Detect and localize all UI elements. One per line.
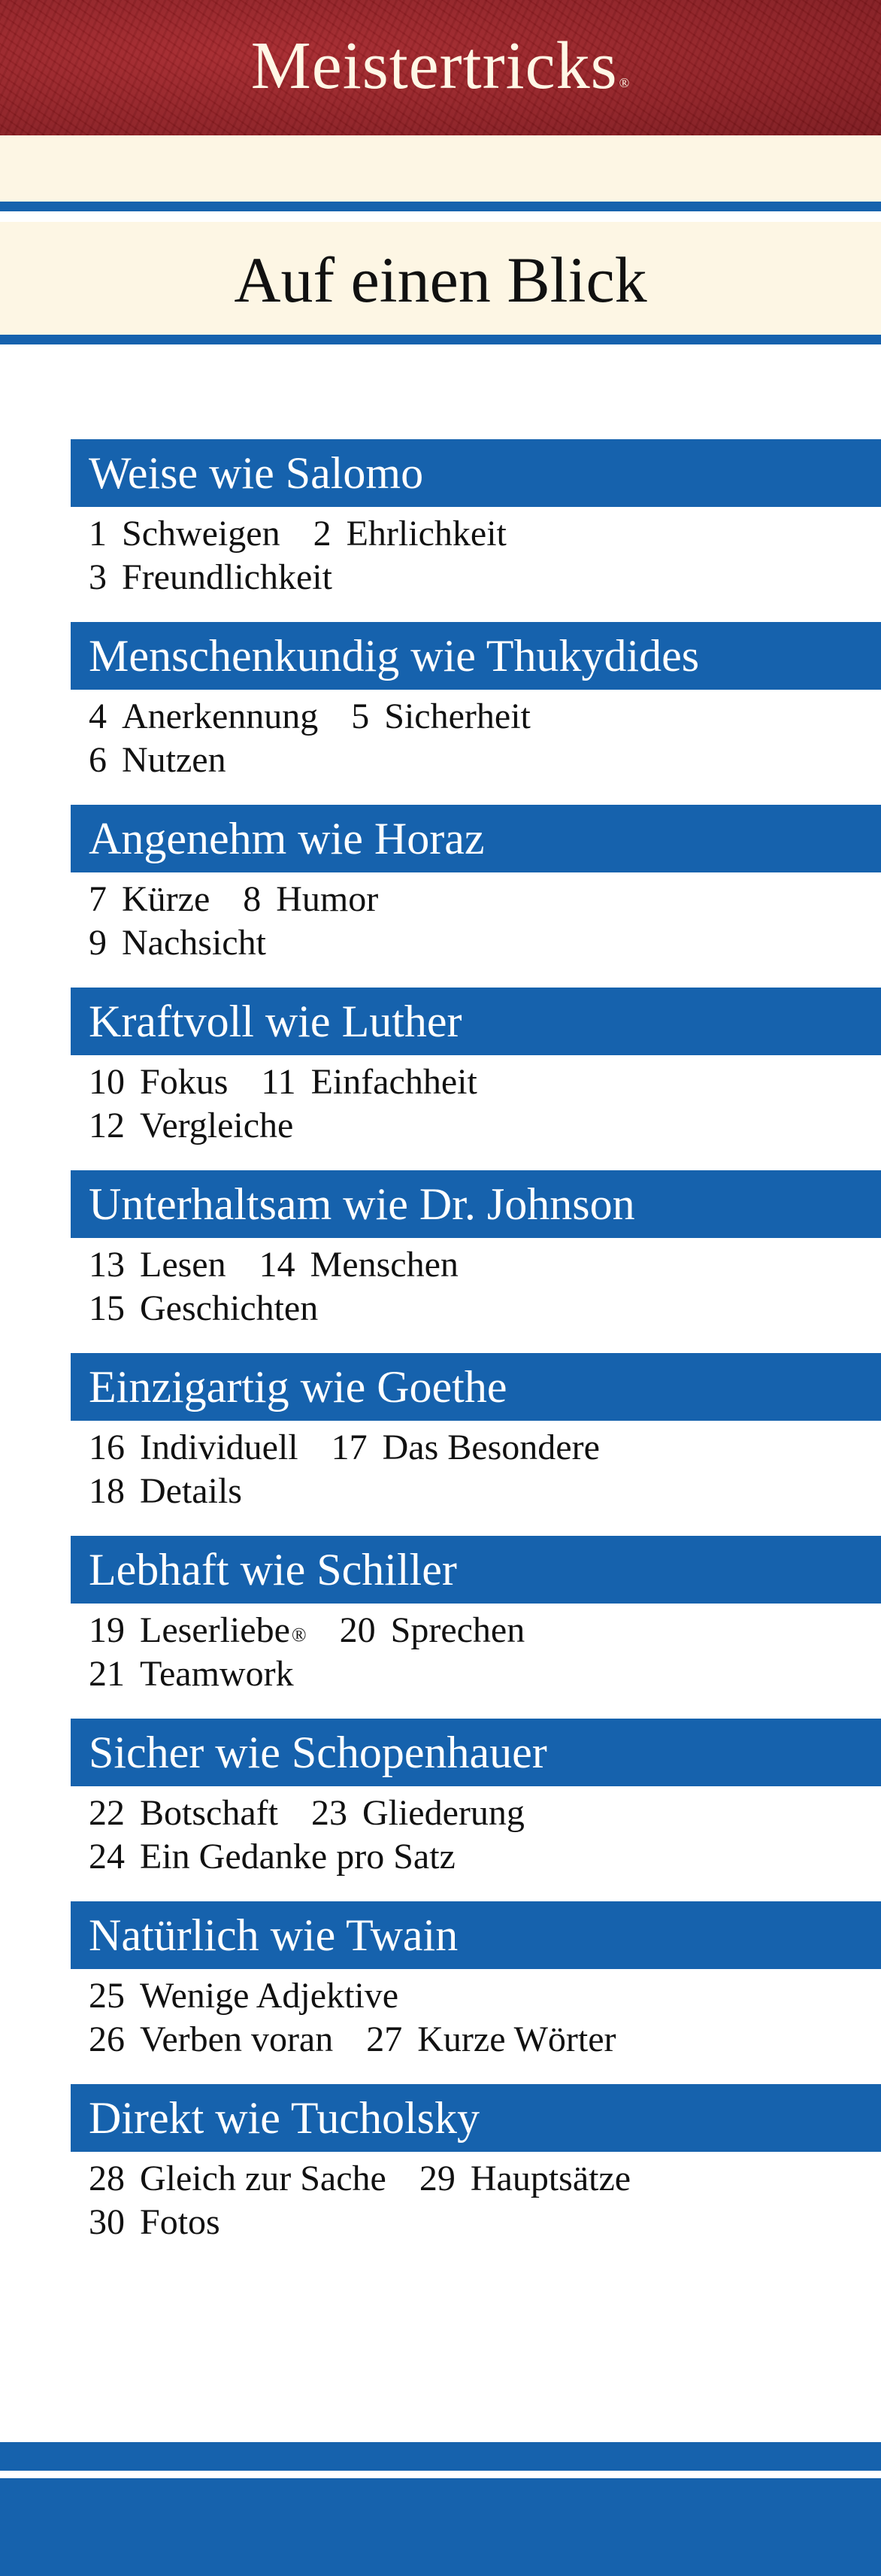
item-label: Ein Gedanke pro Satz xyxy=(140,1837,456,1877)
item-line xyxy=(89,878,881,921)
item-label: Menschen xyxy=(310,1245,459,1285)
item-line xyxy=(89,2201,881,2244)
item-label: Einfachheit xyxy=(310,1062,477,1102)
section-body xyxy=(71,1421,881,1513)
item-number: 11 xyxy=(261,1062,296,1102)
section-body xyxy=(71,1055,881,1148)
item-label: Teamwork xyxy=(140,1654,294,1694)
item-label: Fokus xyxy=(140,1062,229,1102)
brand-name: Meistertricks xyxy=(250,29,618,103)
list-item xyxy=(261,1060,477,1104)
brand-header xyxy=(0,0,881,135)
item-number: 1 xyxy=(89,514,107,554)
section-body xyxy=(71,690,881,782)
item-line xyxy=(89,512,881,556)
item-line xyxy=(89,739,881,782)
item-label: Botschaft xyxy=(140,1793,278,1833)
item-line xyxy=(89,1609,881,1652)
item-number: 23 xyxy=(310,1793,347,1833)
item-label: Anerkennung xyxy=(122,696,319,736)
item-label: Das Besondere xyxy=(382,1428,600,1467)
item-number: 10 xyxy=(89,1062,125,1102)
section-body xyxy=(71,2152,881,2244)
list-item xyxy=(89,2201,220,2244)
list-item xyxy=(332,1426,600,1470)
item-number: 17 xyxy=(331,1428,368,1467)
registered-mark: ® xyxy=(619,75,631,90)
list-item xyxy=(243,878,378,921)
section-body xyxy=(71,872,881,965)
list-item xyxy=(259,1243,459,1287)
item-number: 20 xyxy=(339,1610,376,1650)
item-number: 14 xyxy=(259,1245,295,1285)
list-item xyxy=(313,512,507,556)
item-number: 30 xyxy=(89,2202,125,2242)
list-item xyxy=(89,2157,386,2201)
item-line xyxy=(89,921,881,965)
section-body xyxy=(71,1969,881,2062)
item-number: 9 xyxy=(89,923,107,963)
list-item xyxy=(311,1792,525,1835)
item-number: 7 xyxy=(89,879,107,919)
item-label: Kürze xyxy=(122,879,210,919)
item-label: Ehrlichkeit xyxy=(346,514,507,554)
section-title: Einzigartig wie Goethe xyxy=(71,1353,881,1421)
sections-list xyxy=(71,439,881,2267)
item-number: 8 xyxy=(243,879,262,919)
section-title: Natürlich wie Twain xyxy=(71,1901,881,1969)
item-line xyxy=(89,1835,881,1879)
brand-logo xyxy=(0,29,881,104)
section xyxy=(71,1536,881,1719)
list-item xyxy=(89,1652,294,1696)
item-label: Individuell xyxy=(140,1428,298,1467)
list-item xyxy=(89,1609,307,1652)
list-item xyxy=(89,2018,333,2062)
item-number: 2 xyxy=(313,514,332,554)
list-item xyxy=(89,1426,298,1470)
page-title: Auf einen Blick xyxy=(234,244,647,316)
list-item xyxy=(89,1792,278,1835)
section xyxy=(71,439,881,622)
item-label: Gliederung xyxy=(362,1793,525,1833)
item-number: 12 xyxy=(89,1106,125,1145)
section xyxy=(71,1901,881,2084)
section-title: Weise wie Salomo xyxy=(71,439,881,507)
item-label: Fotos xyxy=(140,2202,220,2242)
item-line xyxy=(89,1470,881,1513)
item-label: Lesen xyxy=(140,1245,226,1285)
item-line xyxy=(89,2157,881,2201)
section xyxy=(71,805,881,988)
item-number: 29 xyxy=(419,2159,456,2198)
item-line xyxy=(89,1426,881,1470)
item-number: 21 xyxy=(89,1654,125,1694)
item-label: Schweigen xyxy=(122,514,280,554)
item-label: Verben voran xyxy=(140,2019,334,2059)
item-label: Hauptsätze xyxy=(470,2159,631,2198)
list-item xyxy=(89,1060,228,1104)
section-title: Angenehm wie Horaz xyxy=(71,805,881,872)
item-label: Nachsicht xyxy=(122,923,266,963)
section-title: Unterhaltsam wie Dr. Johnson xyxy=(71,1170,881,1238)
section-body xyxy=(71,1238,881,1330)
list-item xyxy=(89,1243,226,1287)
item-line xyxy=(89,1060,881,1104)
item-label: Nutzen xyxy=(122,740,226,780)
registered-mark: ® xyxy=(291,1624,307,1646)
item-label: Details xyxy=(140,1471,242,1511)
item-label: Kurze Wörter xyxy=(417,2019,616,2059)
list-item xyxy=(89,1974,398,2018)
divider-line-bottom xyxy=(0,335,881,344)
item-label: Sprechen xyxy=(390,1610,525,1650)
footer-block xyxy=(0,2478,881,2576)
item-line xyxy=(89,556,881,599)
list-item xyxy=(89,695,318,739)
item-label: Freundlichkeit xyxy=(122,557,332,597)
section-title: Sicher wie Schopenhauer xyxy=(71,1719,881,1786)
list-item xyxy=(340,1609,525,1652)
section xyxy=(71,1719,881,1901)
item-label: Sicherheit xyxy=(384,696,531,736)
list-item xyxy=(351,695,531,739)
item-label: Geschichten xyxy=(140,1288,319,1328)
section xyxy=(71,622,881,805)
item-number: 3 xyxy=(89,557,107,597)
section-title: Lebhaft wie Schiller xyxy=(71,1536,881,1604)
item-line xyxy=(89,1243,881,1287)
item-label: Leserliebe xyxy=(140,1610,290,1650)
list-item xyxy=(89,512,280,556)
item-number: 18 xyxy=(89,1471,125,1511)
item-label: Vergleiche xyxy=(140,1106,294,1145)
section-title: Direkt wie Tucholsky xyxy=(71,2084,881,2152)
item-number: 15 xyxy=(89,1288,125,1328)
item-number: 5 xyxy=(351,696,370,736)
item-line xyxy=(89,695,881,739)
section xyxy=(71,1353,881,1536)
item-line xyxy=(89,1792,881,1835)
list-item xyxy=(89,1287,318,1330)
item-number: 6 xyxy=(89,740,107,780)
item-number: 16 xyxy=(89,1428,125,1467)
item-number: 28 xyxy=(89,2159,125,2198)
section-body xyxy=(71,1786,881,1879)
item-label: Humor xyxy=(276,879,379,919)
item-number: 13 xyxy=(89,1245,125,1285)
list-item xyxy=(89,739,226,782)
list-item xyxy=(366,2018,616,2062)
section xyxy=(71,2084,881,2267)
list-item xyxy=(89,1835,456,1879)
item-number: 26 xyxy=(89,2019,125,2059)
cream-band-top xyxy=(0,135,881,202)
item-line xyxy=(89,1287,881,1330)
item-number: 22 xyxy=(89,1793,125,1833)
item-number: 24 xyxy=(89,1837,125,1877)
section-title: Menschenkundig wie Thukydides xyxy=(71,622,881,690)
item-label: Gleich zur Sache xyxy=(140,2159,386,2198)
item-line xyxy=(89,1974,881,2018)
item-number: 25 xyxy=(89,1976,125,2016)
list-item xyxy=(419,2157,631,2201)
item-number: 27 xyxy=(366,2019,403,2059)
item-number: 4 xyxy=(89,696,107,736)
item-line xyxy=(89,1652,881,1696)
section xyxy=(71,988,881,1170)
item-label: Wenige Adjektive xyxy=(140,1976,399,2016)
item-line xyxy=(89,1104,881,1148)
section-body xyxy=(71,507,881,599)
section xyxy=(71,1170,881,1353)
item-number: 19 xyxy=(89,1610,125,1650)
list-item xyxy=(89,556,332,599)
section-body xyxy=(71,1604,881,1696)
divider-line-top xyxy=(0,202,881,211)
section-title: Kraftvoll wie Luther xyxy=(71,988,881,1055)
list-item xyxy=(89,1104,293,1148)
list-item xyxy=(89,921,266,965)
item-line xyxy=(89,2018,881,2062)
list-item xyxy=(89,1470,242,1513)
footer-stripe xyxy=(0,2442,881,2471)
list-item xyxy=(89,878,210,921)
